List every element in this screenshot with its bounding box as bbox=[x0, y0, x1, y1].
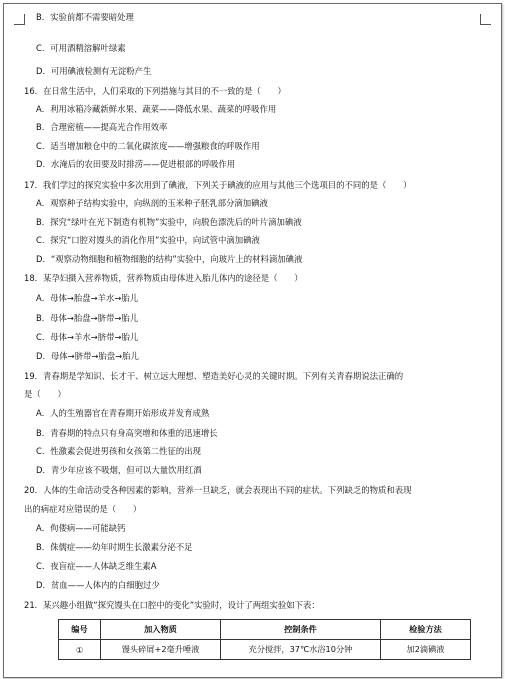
option-20b: B．侏儒症——幼年时期生长激素分泌不足 bbox=[36, 542, 193, 552]
option-16c: C．适当增加粮仓中的二氧化碳浓度——增强粮食的呼吸作用 bbox=[36, 141, 260, 151]
option-19d: D．青少年应该不吸烟，但可以大量饮用红酒 bbox=[36, 465, 202, 475]
option-18b: B．母体→胎盘→脐带→胎儿 bbox=[36, 313, 139, 323]
option-17c: C．探究“口腔对馒头的消化作用”实验中，向试管中滴加碘液 bbox=[36, 235, 260, 245]
header-test-method: 检验方法 bbox=[381, 620, 471, 640]
header-control-condition: 控制条件 bbox=[221, 620, 381, 640]
option-15c: C．可用酒精溶解叶绿素 bbox=[36, 43, 126, 53]
option-15d: D．可用碘液检测有无淀粉产生 bbox=[36, 66, 152, 76]
cell-number: ① bbox=[59, 640, 101, 660]
question-17: 17．我们学过的探究实验中多次用到了碘液，下列关于碘液的应用与其他三个选项目的不同的是（ ） bbox=[24, 180, 412, 190]
option-17d: D．“观察动物细胞和植物细胞的结构”实验中，向玻片上的材料滴加碘液 bbox=[36, 254, 303, 264]
header-added-substance: 加入物质 bbox=[101, 620, 221, 640]
table-header-row bbox=[59, 620, 471, 640]
option-19b: B．青春期的特点只有身高突增和体重的迅速增长 bbox=[36, 428, 218, 438]
question-20-continued: 出的病症对应错误的是（ ） bbox=[24, 504, 142, 514]
option-16d: D．水淹后的农田要及时排涝——促进根部的呼吸作用 bbox=[36, 159, 236, 169]
question-21: 21．某兴趣小组做“探究馒头在口腔中的变化”实验时，设计了两组实验如下表： bbox=[24, 600, 320, 610]
option-15b: B．实验前都不需要暗处理 bbox=[36, 12, 134, 22]
question-19: 19．青春期是学知识、长才干、树立远大理想、塑造美好心灵的关键时期。下列有关青春期说法正确的 bbox=[24, 371, 404, 381]
option-19c: C．性激素会促进男孩和女孩第二性征的出现 bbox=[36, 446, 201, 456]
question-19-continued: 是（ ） bbox=[24, 389, 66, 399]
option-18c: C．母体→羊水→脐带→胎儿 bbox=[36, 332, 139, 342]
option-20d: D．贫血——人体内的白细胞过少 bbox=[36, 580, 160, 590]
question-16: 16．在日常生活中，人们采取的下列措施与其目的不一致的是（ ） bbox=[24, 86, 286, 96]
option-18a: A．母体→胎盘→羊水→胎儿 bbox=[36, 293, 139, 303]
option-20a: A．佝偻病——可能缺钙 bbox=[36, 523, 126, 533]
header-number: 编号 bbox=[59, 620, 101, 640]
crop-mark-top-right bbox=[480, 14, 491, 25]
option-16a: A．利用冰箱冷藏新鲜水果、蔬菜——降低水果、蔬菜的呼吸作用 bbox=[36, 104, 277, 114]
question-20: 20．人体的生命活动受各种因素的影响，营养一旦缺乏，就会表现出不同的症状。下列缺乏的物质和表现 bbox=[24, 485, 412, 495]
option-19a: A．人的生殖器官在青春期开始形成并发育成熟 bbox=[36, 408, 210, 418]
cell-method: 加2滴碘液 bbox=[381, 640, 471, 660]
question-18: 18．某孕妇摄入营养物质，营养物质由母体进入胎儿体内的途径是（ ） bbox=[24, 273, 303, 283]
option-20c: C．夜盲症——人体缺乏维生素A bbox=[36, 561, 157, 571]
option-16b: B．合理密植——提高光合作用效率 bbox=[36, 122, 168, 132]
experiment-table bbox=[58, 619, 471, 660]
cell-substance: 馒头碎屑+2毫升唾液 bbox=[101, 640, 221, 660]
option-17a: A．观察种子结构实验中，向纵剖的玉米种子胚乳部分滴加碘液 bbox=[36, 198, 268, 208]
option-18d: D．母体→脐带→胎盘→胎儿 bbox=[36, 351, 139, 361]
option-17b: B．探究“绿叶在光下制造有机物”实验中，向脱色漂洗后的叶片滴加碘液 bbox=[36, 217, 302, 227]
table-row bbox=[59, 640, 471, 660]
cell-condition: 充分搅拌，37℃水浴10分钟 bbox=[221, 640, 381, 660]
crop-mark-top-left bbox=[14, 14, 25, 25]
